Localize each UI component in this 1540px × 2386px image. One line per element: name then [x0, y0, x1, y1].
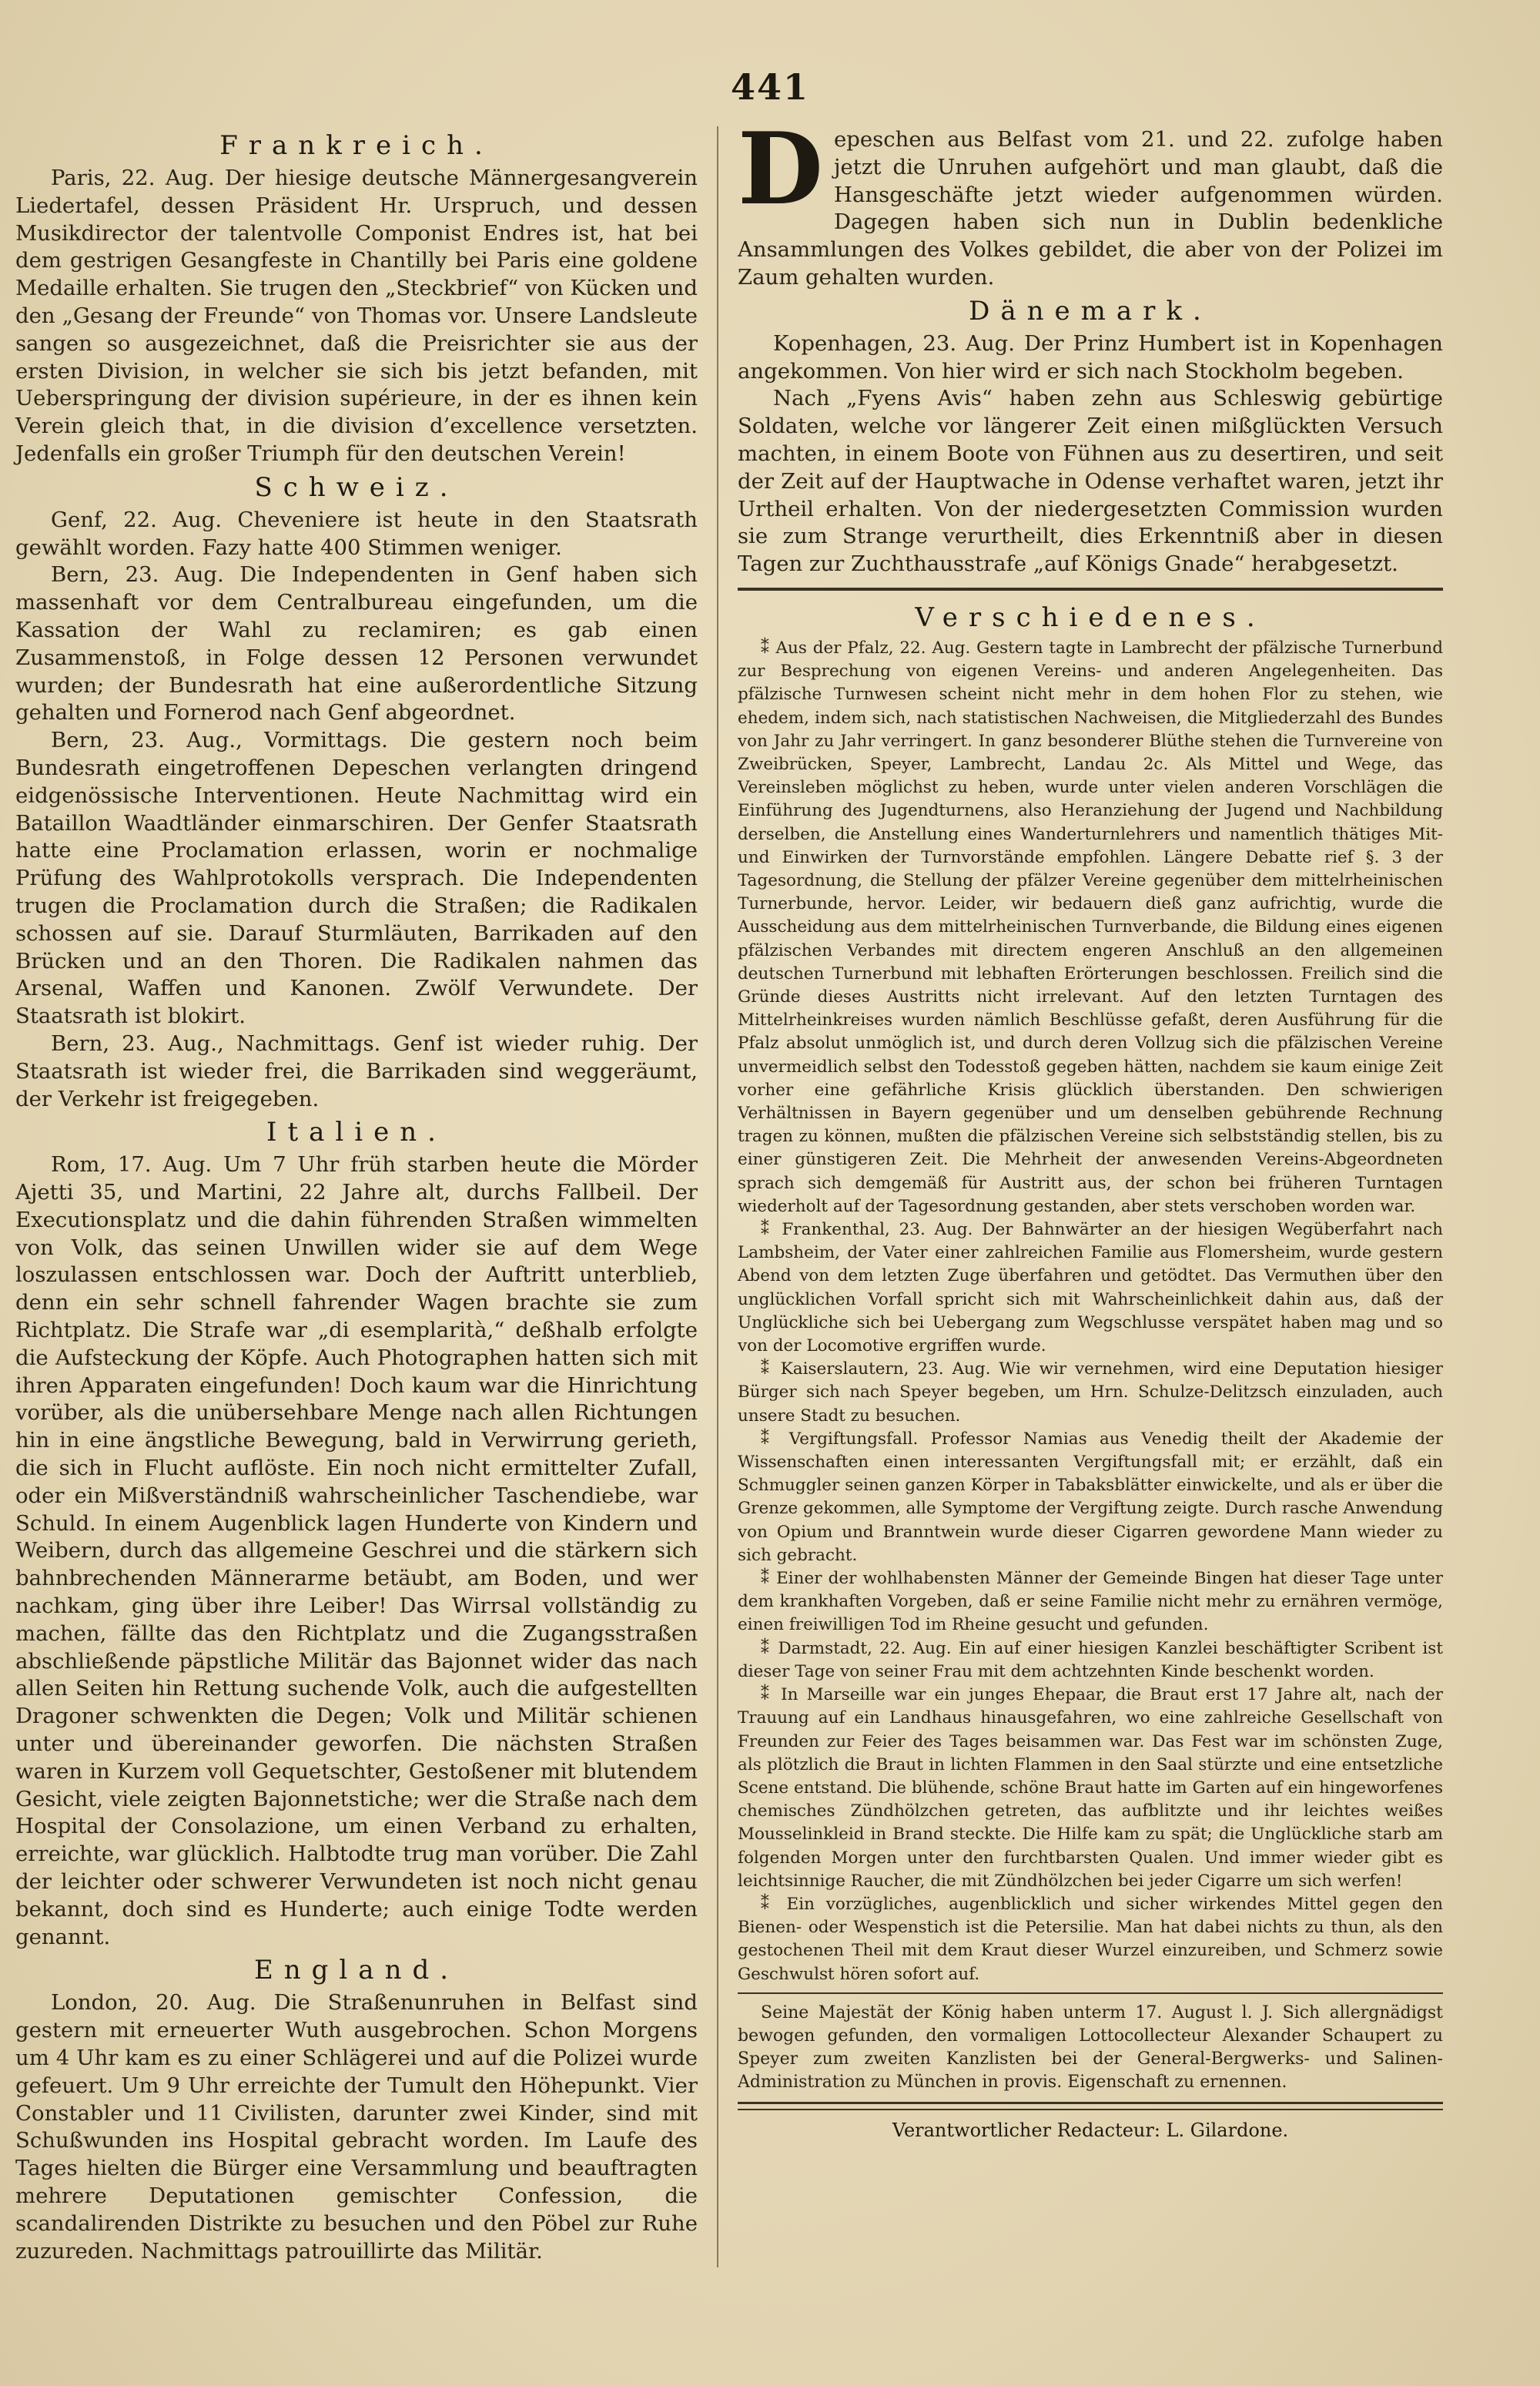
news-item: ⁑ Darmstadt, 22. Aug. Ein auf einer hiesigen Kanzlei beschäftigter Scribent ist dieser Tage von seiner Frau mit dem achtzehnten Kinde beschenkt worden. — [738, 1638, 1443, 1681]
news-item: ⁑ Einer der wohlhabensten Männer der Gemeinde Bingen hat dieser Tage unter dem krankhaften Vorgeben, daß er seine Familie nicht mehr zu ernähren vermöge, einen freiwilligen Tod im Rheine gesucht und gefunden. — [738, 1569, 1443, 1635]
section-heading: Dänemark. — [969, 295, 1212, 327]
news-item: ⁑ Ein vorzügliches, augenblicklich und sicher wirkendes Mittel gegen den Bienen- oder Wespenstich ist die Petersilie. Man hat dabei nichts zu thun, als den gestochenen Theil mit dem Kraut dieser Wurzel einzureiben, und Schmerz sowie Geschwulst hören sofort auf. — [738, 1894, 1443, 1984]
article-paragraph: Rom, 17. Aug. Um 7 Uhr früh starben heute die Mörder Ajetti 35, und Martini, 22 Jahre alt, durchs Fallbeil. Der Executionsplatz und die dahin führenden Straßen wimmelten von Volk, das seinen Unwillen wider sie auf dem Wege loszulassen entschlossen war. Doch der Auftritt unterblieb, denn ein sehr schnell fahrender Wagen brachte sie zum Richtplatz. Die Strafe war „di esemplarità,“ deßhalb erfolgte die Aufsteckung der Köpfe. Auch Photographen hatten sich mit ihren Apparaten eingefunden! Doch kaum war die Hinrichtung vorüber, als die unübersehbare Menge nach allen Richtungen hin in eine ängstliche Bewegung, bald in Verwirrung gerieth, die sich in Flucht auflöste. Ein noch nicht ermittelter Zufall, oder ein Mißverständniß wahrscheinlicher Taschendiebe, war Schuld. In einem Augenblick lagen Hunderte von Kindern und Weibern, durch das allgemeine Geschrei und die stärkern sich bahnbrechenden Männerarme betäubt, am Boden, und wer nachkam, ging über ihre Leiber! Das Wirrsal vollständig zu machen, fällte das den Richtplatz und die Zugangsstraßen abschließende päpstliche Militär das Bajonnet wider das nach allen Seiten hin Rettung suchende Volk, auch die aufgestellten Dragoner schwenkten die Degen; Volk und Militär schienen unter und übereinander geworfen. Die nächsten Straßen waren in Kurzem voll Gequetschter, Gestoßener mit blutendem Gesicht, viele zeigten Bajonnetstiche; wer die Straße nach dem Hospital der Consolazione, um einen Verband zu erhalten, erreichte, war glücklich. Halbtodte trug man vorüber. Die Zahl der leichter oder schwerer Verwundeten ist noch nicht genau bekannt, doch sind es Hunderte; auch einige Todte werden genannt. — [15, 1152, 698, 1949]
news-item: ⁑ Frankenthal, 23. Aug. Der Bahnwärter an der hiesigen Wegüberfahrt nach Lambsheim, der Vater einer zahlreichen Familie aus Flomersheim, wurde gestern Abend von dem letzten Zuge überfahren und getödtet. Das Vermuthen über den unglücklichen Vorfall spricht sich mit Wahrscheinlichkeit dahin aus, daß der Unglückliche sich bei Uebergang zum Wegschlusse verspätet haben mag und so von der Locomotive ergriffen wurde. — [738, 1220, 1443, 1356]
section-rule — [738, 588, 1443, 591]
article-paragraph: London, 20. Aug. Die Straßenunruhen in Belfast sind gestern mit erneuerter Wuth ausgebrochen. Schon Morgens um 4 Uhr kam es zu einer Schlägerei und auf die Polizei wurde gefeuert. Um 9 Uhr erreichte der Tumult den Höhepunkt. Vier Constabler und 11 Civilisten, darunter zwei Kinder, sind mit Schußwunden ins Hospital gebracht worden. Im Laufe des Tages hielten die Bürger eine Versammlung und beauftragten mehrere Deputationen gemischter Confession, die scandalirenden Distrikte zu besuchen und den Pöbel zur Ruhe zuzureden. Nachmittags patrouillirte das Militär. — [15, 1990, 698, 2264]
left-column — [15, 126, 698, 2265]
section-heading: Schweiz. — [254, 471, 459, 503]
column-divider — [717, 126, 718, 2267]
right-column — [738, 112, 1443, 2143]
drop-cap: D — [738, 112, 823, 227]
lead-text: epeschen aus Belfast vom 21. und 22. zufolge haben jetzt die Unruhen aufgehört und man glaubt, daß die Hansgeschäfte jetzt wieder aufgenommen würden. Dagegen haben sich nun in Dublin bedenkliche Ansammlungen des Volkes gebildet, die aber von der Polizei im Zaum gehalten wurden. — [738, 127, 1443, 290]
news-item: ⁑ Aus der Pfalz, 22. Aug. Gestern tagte in Lambrecht der pfälzische Turnerbund zur Besprechung von eigenen Vereins- und anderen Angelegenheiten. Das pfälzische Turnwesen scheint nicht mehr in dem hohen Flor zu stehen, wie ehedem, indem sich, nach statistischen Nachweisen, die Mitgliederzahl des Bundes von Jahr zu Jahr verringert. In ganz besonderer Blüthe stehen die Turnvereine von Zweibrücken, Speyer, Lambrecht, Landau 2c. Als Mittel und Wege, das Vereinsleben möglichst zu heben, wurde unter vielen anderen Vorschlägen die Einführung des Jugendturnens, also Heranziehung der Jugend und Nachbildung derselben, die Anstellung eines Wanderturnlehrers und namentlich thätiges Mit- und Einwirken der Turnvorstände empfohlen. Längere Debatte rief §. 3 der Tagesordnung, die Stellung der pfälzer Vereine gegenüber dem mittelrheinischen Turnerbunde, hervor. Leider, wir bedauern dieß ganz aufrichtig, wurde die Ausscheidung aus dem mittelrheinischen Turnverbande, die Bildung eines eigenen pfälzischen Verbandes mit directem engeren Anschluß an den allgemeinen deutschen Turnerbund mit lebhaften Erörterungen beschlossen. Freilich sind die Gründe dieses Austritts nicht irrelevant. Auf den letzten Turntagen des Mittelrheinkreises wurden nämlich Beschlüsse gefaßt, deren Ausführung für die Pfalz absolut unmöglich ist, und durch deren Vollzug sich die pfälzischen Vereine unvermeidlich selbst den Todesstoß gegeben hätten, nachdem sie kaum einige Zeit vorher eine gefährliche Krisis glücklich überstanden. Den schwierigen Verhältnissen in Bayern gegenüber und um denselben gebührende Rechnung tragen zu können, mußten die pfälzischen Vereine sich selbstständig stellen, bis zu einer günstigeren Zeit. Die Mehrheit der anwesenden Vereins-Abgeordneten sprach sich demgemäß für Austritt aus, der schon bei früheren Turntagen wiederholt auf der Tagesordnung gestanden, aber stets verschoben worden war. — [738, 638, 1443, 1216]
right-column-articles — [738, 295, 1443, 2094]
article-paragraph: Kopenhagen, 23. Aug. Der Prinz Humbert ist in Kopenhagen angekommen. Von hier wird er sich nach Stockholm begeben. — [738, 330, 1443, 384]
section-heading: Italien. — [266, 1117, 447, 1148]
editor-line: Verantwortlicher Redacteur: L. Gilardone. — [892, 2119, 1289, 2141]
article-paragraph: Nach „Fyens Avis“ haben zehn aus Schleswig gebürtige Soldaten, welche vor längerer Zeit einen mißglückten Versuch machten, in einem Boote von Fühnen aus zu desertiren, und seit der Zeit auf der Hauptwache in Odense verhaftet waren, jetzt ihr Urtheil erhalten. Von der niedergesetzten Commission wurden sie zum Strange verurtheilt, dies Erkenntniß aber in diesen Tagen zur Zuchthausstrafe „auf Königs Gnade“ herabgesetzt. — [738, 386, 1443, 577]
section-heading: Frankreich. — [219, 130, 494, 161]
article-paragraph: Paris, 22. Aug. Der hiesige deutsche Männergesangverein Liedertafel, dessen Präsident Hr. Urspruch, und dessen Musikdirector der talentvolle Componist Endres ist, hat bei dem gestrigen Gesangfeste in Chantilly bei Paris eine goldene Medaille erhalten. Sie trugen den „Steckbrief“ von Kücken und den „Gesang der Freunde“ von Thomas vor. Unsere Landsleute sangen so ausgezeichnet, daß die Preisrichter sie aus der ersten Division, in welcher sie sich bis jetzt befanden, mit Ueberspringung der division supérieure, in der es ihnen kein Verein gleich that, in die division d’excellence versetzten. Jedenfalls ein großer Triumph für den deutschen Verein! — [15, 166, 698, 466]
section-heading: England. — [253, 1955, 460, 1986]
article-paragraph: Genf, 22. Aug. Cheveniere ist heute in den Staatsrath gewählt worden. Fazy hatte 400 Stimmen weniger. — [15, 507, 698, 560]
section-rule — [738, 1992, 1443, 1994]
page-number: 441 — [730, 66, 810, 108]
section-heading: Verschiedenes. — [915, 602, 1266, 633]
lead-paragraph — [738, 112, 1443, 292]
official-notice: Seine Majestät der König haben unterm 17. August l. J. Sich allergnädigst bewogen gefunden, den vormaligen Lottocollecteur Alexander Schaupert zu Speyer zum zweiten Kanzlisten bei der General-Bergwerks- und Salinen-Administration zu München in provis. Eigenschaft zu ernennen. — [738, 2002, 1443, 2092]
article-paragraph: Bern, 23. Aug., Nachmittags. Genf ist wieder ruhig. Der Staatsrath ist wieder frei, die Barrikaden sind weggeräumt, der Verkehr ist freigegeben. — [15, 1030, 698, 1111]
article-paragraph: Bern, 23. Aug., Vormittags. Die gestern noch beim Bundesrath eingetroffenen Depeschen verlangten dringend eidgenössische Interventionen. Heute Nachmittag wird ein Bataillon Waadtländer einmarschiren. Der Genfer Staatsrath hatte eine Proclamation erlassen, worin er nochmalige Prüfung des Wahlprotokolls versprach. Die Independenten trugen die Proclamation durch die Straßen; die Radikalen schossen auf sie. Darauf Sturmläuten, Barrikaden auf den Brücken und an den Thoren. Die Radikalen nahmen das Arsenal, Waffen und Kanonen. Zwölf Verwundete. Der Staatsrath ist blokirt. — [15, 728, 698, 1029]
news-item: ⁑ Vergiftungsfall. Professor Namias aus Venedig theilt der Akademie der Wissenschaften einen interessanten Vergiftungsfall mit; er erzählt, daß ein Schmuggler seinen ganzen Körper in Tabaksblätter einwickelte, und als er über die Grenze gekommen, alle Symptome der Vergiftung zeigte. Durch rasche Anwendung von Opium und Branntwein wurde dieser Cigarren gewordene Mann wieder zu sich gebracht. — [738, 1429, 1443, 1565]
article-paragraph: Bern, 23. Aug. Die Independenten in Genf haben sich massenhaft vor dem Centralbureau eingefunden, um die Kassation der Wahl zu reclamiren; es gab einen Zusammenstoß, in Folge dessen 12 Personen verwundet wurden; der Bundesrath hat eine außerordentliche Sitzung gehalten und Fornerod nach Genf abgeordnet. — [15, 562, 698, 726]
news-item: ⁑ In Marseille war ein junges Ehepaar, die Braut erst 17 Jahre alt, nach der Trauung auf ein Landhaus hinausgefahren, wo eine zahlreiche Gesellschaft von Freunden zur Feier des Tages beisammen war. Das Fest war im schönsten Zuge, als plötzlich die Braut in lichten Flammen in den Saal stürzte und eine entsetzliche Scene entstand. Die blühende, schöne Braut hatte im Garten auf ein hingeworfenes chemisches Zündhölzchen getreten, das aufblitzte und ihr leichtes weißes Mousselinkleid in Brand steckte. Die Hilfe kam zu spät; die Unglückliche starb am folgenden Morgen unter den furchtbarsten Qualen. Und immer wieder gibt es leichtsinnige Raucher, die mit Zündhölzchen bei jeder Cigarre um sich werfen! — [738, 1685, 1443, 1891]
footer-rule — [738, 2102, 1443, 2110]
news-item: ⁑ Kaiserslautern, 23. Aug. Wie wir vernehmen, wird eine Deputation hiesiger Bürger sich nach Speyer begeben, um Hrn. Schulze-Delitzsch einzuladen, auch unsere Stadt zu besuchen. — [738, 1359, 1443, 1426]
